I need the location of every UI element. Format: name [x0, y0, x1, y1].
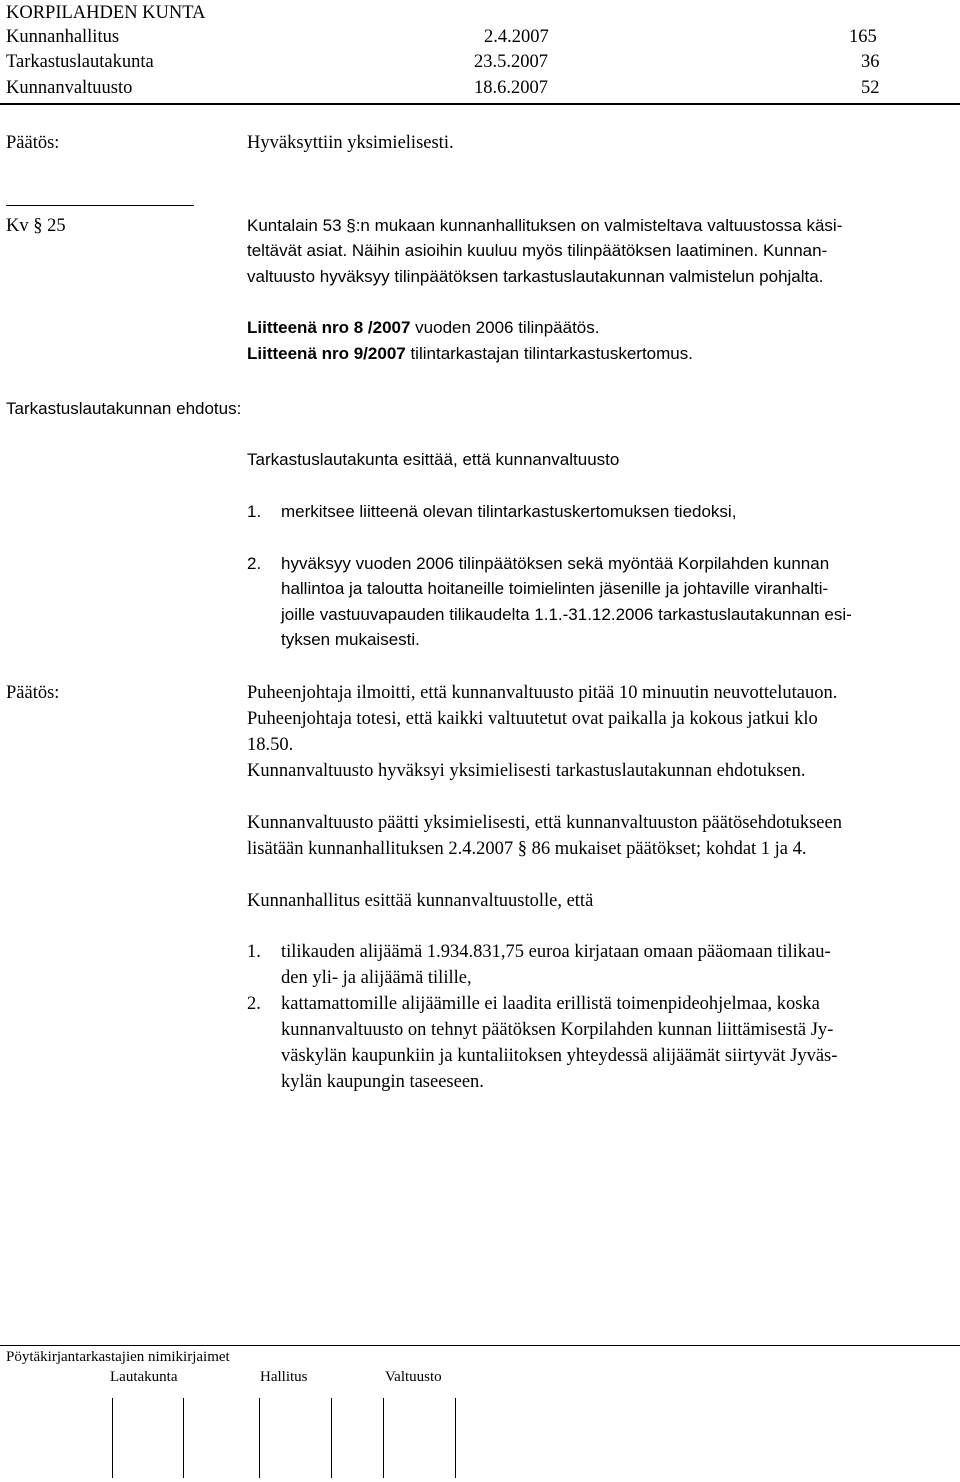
meeting-body: Kunnanvaltuusto: [6, 78, 133, 98]
list-item-text: tyksen mukaisesti.: [281, 630, 420, 649]
intro-line: valtuusto hyväksyy tilinpäätöksen tarkastuslautakunnan valmistelun pohjalta.: [247, 267, 824, 286]
list-item-text: kylän kaupungin taseeseen.: [281, 1072, 484, 1092]
list-item-text: joille vastuuvapauden tilikaudelta 1.1.-31.12.2006 tarkastuslautakunnan esi-: [281, 605, 852, 624]
meeting-section-number: 52: [861, 78, 880, 98]
signature-column-label: Lautakunta: [110, 1369, 178, 1385]
meeting-section-number: 165: [849, 27, 877, 47]
signature-line: [455, 1398, 456, 1478]
decision-text-line: 18.50.: [247, 735, 294, 755]
attachment-desc: vuoden 2006 tilinpäätös.: [410, 318, 600, 337]
signature-column-label: Valtuusto: [385, 1369, 442, 1385]
header-divider: [0, 103, 960, 105]
signature-line: [331, 1398, 332, 1478]
meeting-date: 2.4.2007: [484, 27, 549, 47]
decision-label: Päätös:: [6, 133, 60, 153]
proposal-lead: Tarkastuslautakunta esittää, että kunnanvaltuusto: [247, 450, 620, 469]
signature-line: [112, 1398, 113, 1478]
list-item-text: hyväksyy vuoden 2006 tilinpäätöksen sekä myöntää Korpilahden kunnan: [281, 554, 830, 573]
list-item-text: tilikauden alijäämä 1.934.831,75 euroa kirjataan omaan pääomaan tilikau-: [281, 942, 831, 962]
meeting-date: 18.6.2007: [474, 78, 548, 98]
intro-line: Kuntalain 53 §:n mukaan kunnanhallituksen on valmisteltava valtuustossa käsi-: [247, 216, 843, 235]
attachment-desc: tilintarkastajan tilintarkastuskertomus.: [405, 344, 693, 363]
list-number: 1.: [247, 502, 262, 521]
list-item-text: den yli- ja alijäämä tilille,: [281, 968, 472, 988]
attachment-ref: Liitteenä nro 9/2007: [247, 344, 406, 363]
list-item-text: merkitsee liitteenä olevan tilintarkastuskertomuksen tiedoksi,: [281, 502, 737, 521]
intro-line: teltävät asiat. Näihin asioihin kuuluu myös tilinpäätöksen laatiminen. Kunnan-: [247, 241, 828, 260]
decision-text: Hyväksyttiin yksimielisesti.: [247, 133, 454, 153]
meeting-section-number: 36: [861, 52, 880, 72]
decision-text-line: Kunnanvaltuusto päätti yksimielisesti, että kunnanvaltuuston päätösehdotukseen: [247, 813, 842, 833]
decision-text-line: lisätään kunnanhallituksen 2.4.2007 § 86 mukaiset päätökset; kohdat 1 ja 4.: [247, 839, 807, 859]
section-id: Kv § 25: [6, 216, 66, 236]
list-number: 1.: [247, 942, 261, 962]
footer-title: Pöytäkirjantarkastajien nimikirjaimet: [6, 1349, 230, 1365]
list-number: 2.: [247, 554, 262, 573]
signature-line: [383, 1398, 384, 1478]
signature-line: [183, 1398, 184, 1478]
meeting-date: 23.5.2007: [474, 52, 548, 72]
decision-text-line: Puheenjohtaja totesi, että kaikki valtuutetut ovat paikalla ja kokous jatkui klo: [247, 709, 818, 729]
list-item-text: hallintoa ja taloutta hoitaneille toimielinten jäsenille ja johtaville viranhalti-: [281, 579, 829, 598]
list-number: 2.: [247, 994, 261, 1014]
meeting-body: Kunnanhallitus: [6, 27, 120, 47]
list-item-text: kunnanvaltuusto on tehnyt päätöksen Korpilahden kunnan liittämisestä Jy-: [281, 1020, 834, 1040]
attachment-ref: Liitteenä nro 8 /2007: [247, 318, 411, 337]
municipality-name: KORPILAHDEN KUNTA: [6, 3, 206, 23]
footer-divider: [0, 1345, 960, 1346]
meeting-body: Tarkastuslautakunta: [6, 52, 154, 72]
decision-label: Päätös:: [6, 683, 60, 703]
attachment-line: [247, 341, 693, 367]
proposal-label: Tarkastuslautakunnan ehdotus:: [6, 399, 242, 418]
signature-line: [259, 1398, 260, 1478]
decision-text-line: Puheenjohtaja ilmoitti, että kunnanvaltuusto pitää 10 minuutin neuvottelutauon.: [247, 683, 838, 703]
section-separator: [6, 205, 194, 206]
list-item-text: väskylän kaupunkiin ja kuntaliitoksen yhteydessä alijäämät siirtyvät Jyväs-: [281, 1046, 838, 1066]
decision-text-line: Kunnanhallitus esittää kunnanvaltuustolle, että: [247, 891, 594, 911]
signature-column-label: Hallitus: [260, 1369, 308, 1385]
list-item-text: kattamattomille alijäämille ei laadita erillistä toimenpideohjelmaa, koska: [281, 994, 820, 1014]
decision-text-line: Kunnanvaltuusto hyväksyi yksimielisesti tarkastuslautakunnan ehdotuksen.: [247, 761, 806, 781]
attachment-line: [247, 315, 600, 341]
